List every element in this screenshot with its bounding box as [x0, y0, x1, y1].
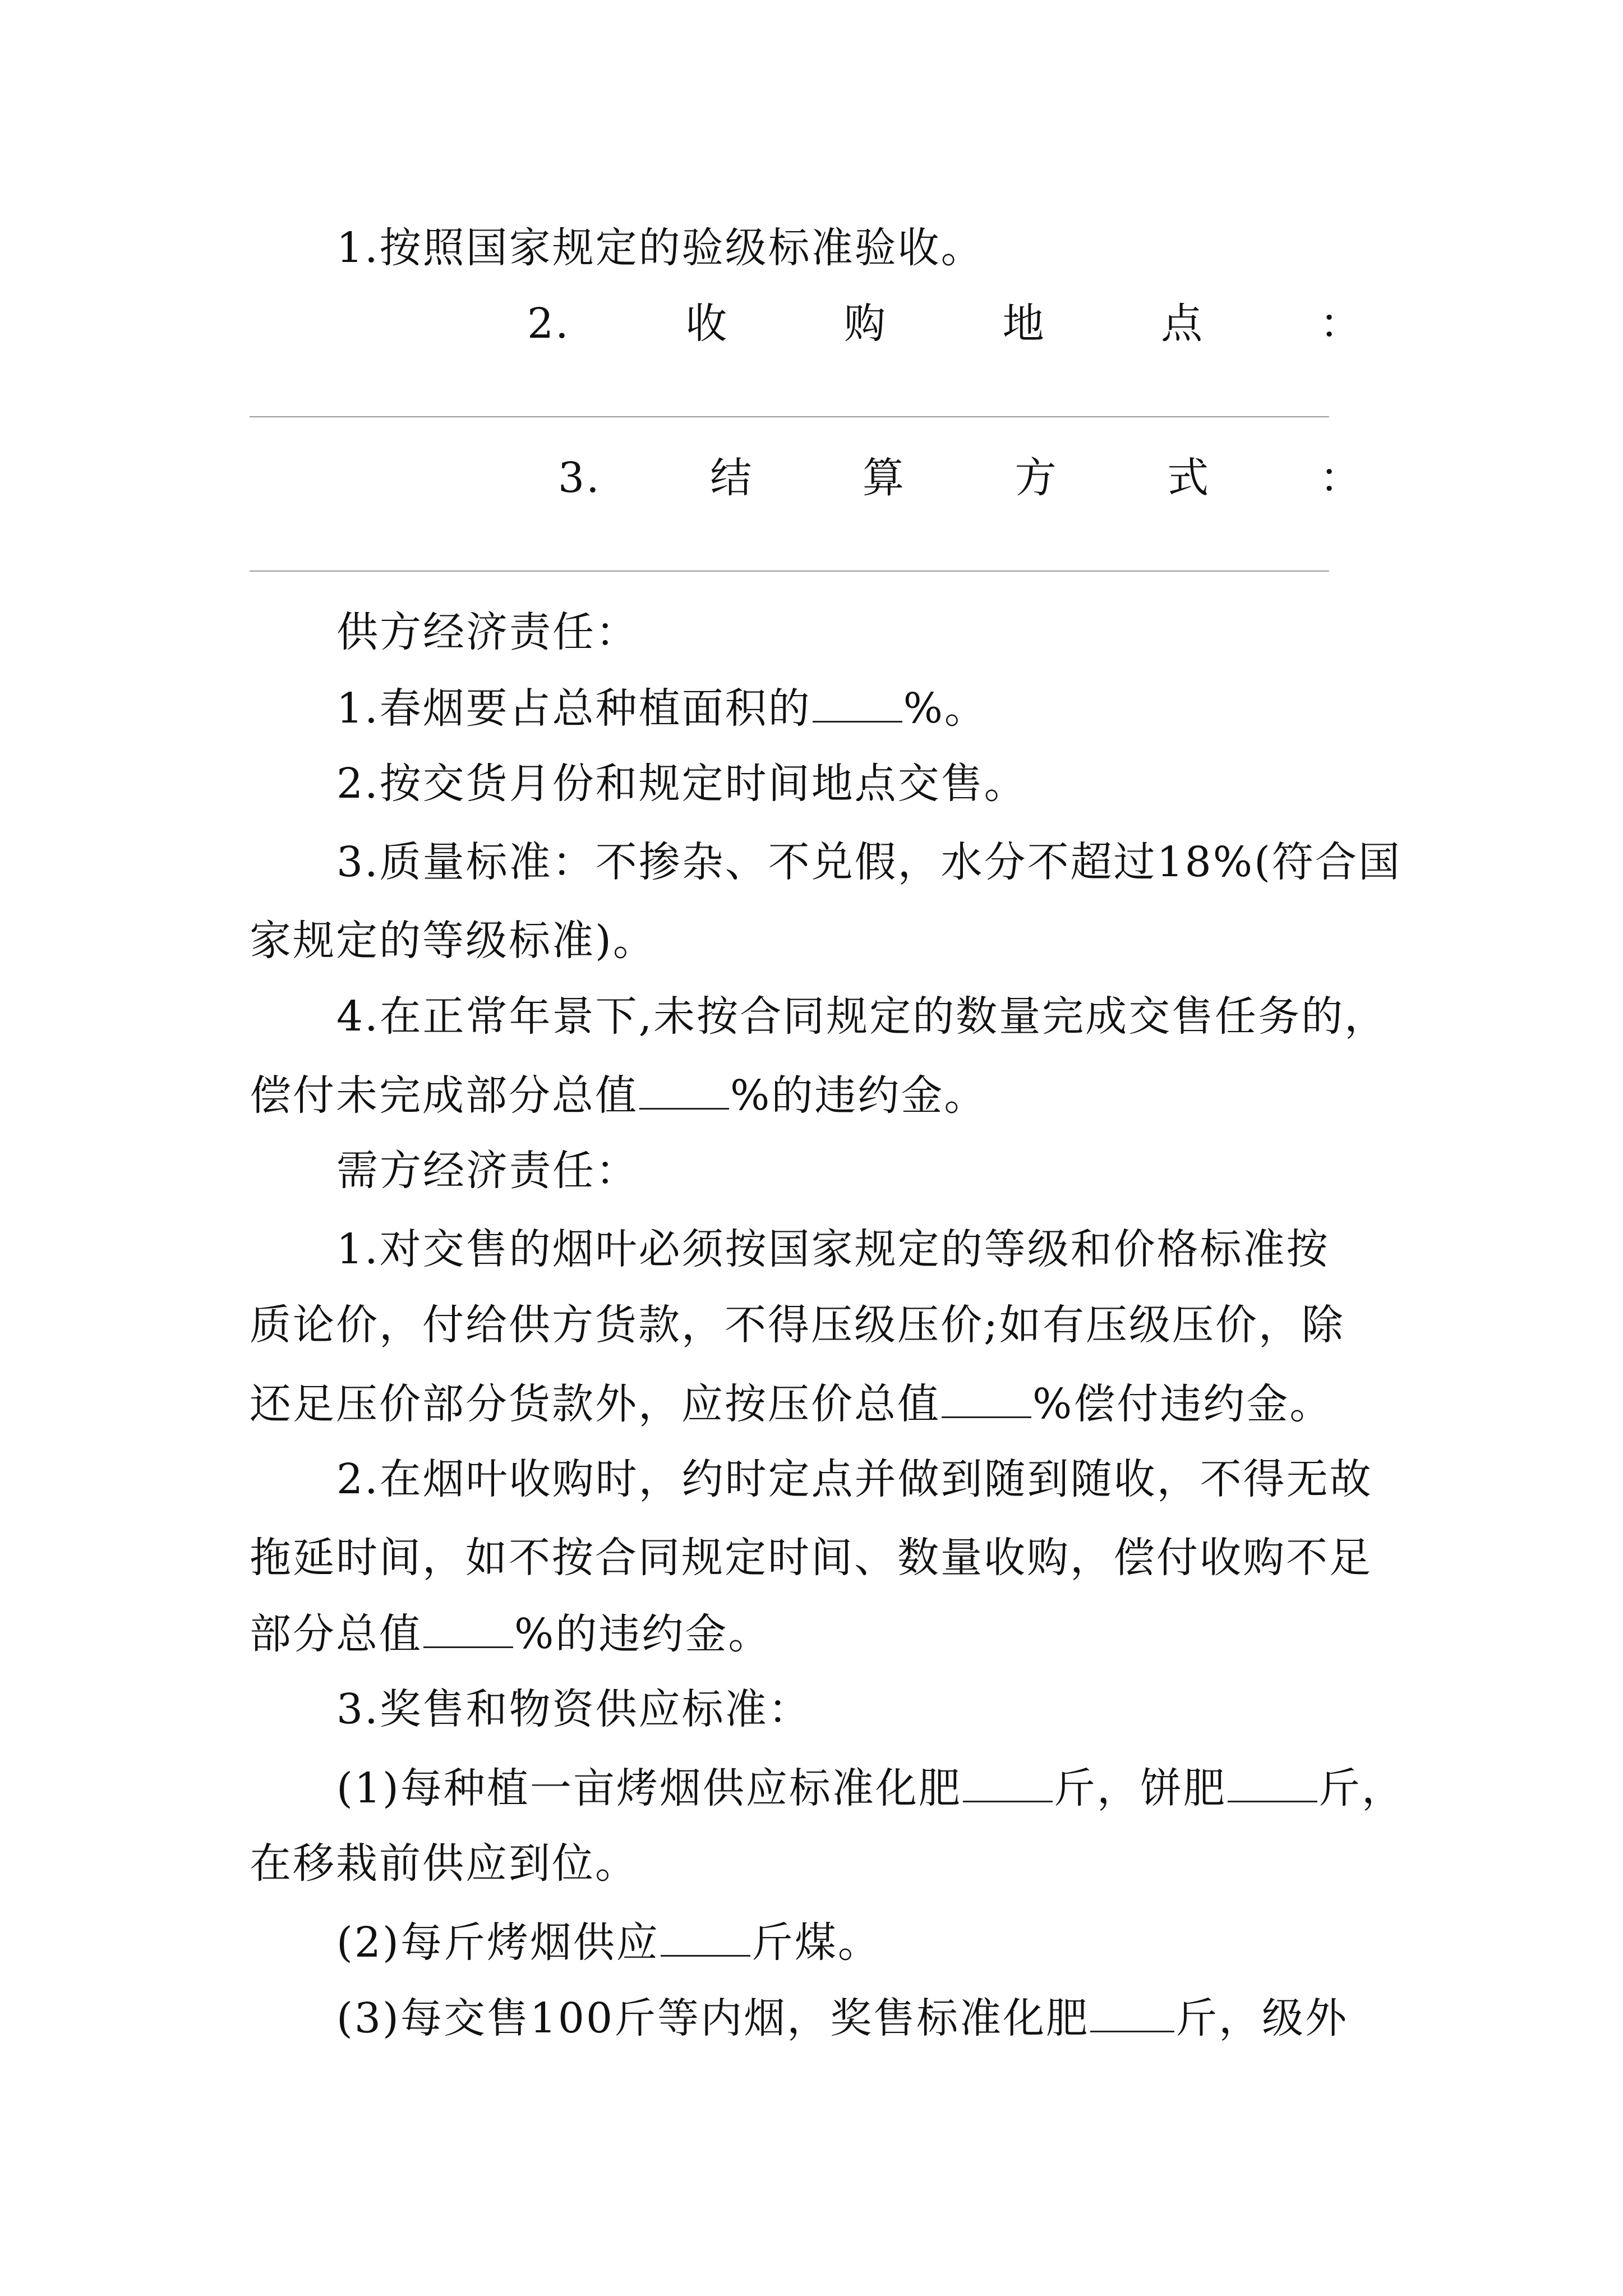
blank-field [1090, 1997, 1174, 2032]
text-segment: 1.春烟要占总种植面积的 [336, 684, 811, 733]
text-segment: 地 [1002, 300, 1046, 348]
text-segment: %偿付违约金。 [1032, 1380, 1333, 1428]
buyer-clause-3-item-3 [336, 1994, 1394, 2042]
buyer-clause-2-line-3 [250, 1610, 1394, 1658]
text-segment: 收 [685, 300, 729, 348]
text-segment: 斤煤。 [751, 1918, 881, 1967]
text-segment: 点 [1161, 300, 1205, 348]
text-segment: 2. [527, 300, 570, 348]
text-segment: ： [1319, 454, 1363, 502]
buyer-clause-2-line-1: 2.在烟叶收购时，约时定点并做到随到随收，不得无故 [336, 1455, 1373, 1503]
fill-in-line [250, 570, 1329, 572]
text-segment: 斤，饼肥 [1053, 1764, 1227, 1812]
text-segment: 3. [558, 454, 601, 502]
text-segment: 算 [862, 454, 906, 502]
blank-field [1228, 1767, 1317, 1802]
text-segment: %。 [903, 684, 988, 733]
paragraph-purchase-location [527, 300, 1363, 348]
blank-field [942, 1383, 1031, 1418]
fill-in-line [250, 416, 1329, 417]
text-segment: 斤， [1318, 1764, 1405, 1812]
supplier-clause-4-line-1: 4.在正常年景下,未按合同规定的数量完成交售任务的， [336, 992, 1388, 1041]
text-segment: 偿付未完成部分总值 [250, 1071, 638, 1120]
paragraph-settlement-method [558, 454, 1363, 502]
text-segment: %的违约金。 [730, 1071, 988, 1120]
text-segment: 结 [710, 454, 754, 502]
text-segment: (3)每交售100斤等内烟，奖售标准化肥 [336, 1994, 1090, 2042]
blank-field [639, 1074, 729, 1110]
supplier-clause-3-line-2: 家规定的等级标准)。 [250, 917, 656, 965]
text-segment: 式 [1167, 454, 1211, 502]
blank-field [963, 1767, 1053, 1802]
buyer-clause-3-item-2 [336, 1918, 1394, 1967]
text-segment: 方 [1015, 454, 1058, 502]
text-segment: 斤，级外 [1175, 1994, 1349, 2042]
buyer-clause-1-line-2: 质论价，付给供方货款，不得压级压价;如有压级压价，除 [250, 1301, 1345, 1349]
supplier-clause-3-line-1: 3.质量标准：不掺杂、不兑假，水分不超过18%(符合国 [336, 838, 1401, 886]
buyer-clause-3: 3.奖售和物资供应标准： [336, 1685, 811, 1733]
supplier-clause-2: 2.按交货月份和规定时间地点交售。 [336, 760, 1027, 808]
supplier-clause-1 [336, 684, 1394, 733]
supplier-clause-4-line-2 [250, 1071, 1394, 1120]
blank-field [423, 1613, 513, 1648]
buyer-clause-2-line-2: 拖延时间，如不按合同规定时间、数量收购，偿付收购不足 [250, 1534, 1372, 1582]
buyer-clause-1-line-3 [250, 1380, 1394, 1428]
buyer-clause-1-line-1: 1.对交售的烟叶必须按国家规定的等级和价格标准按 [336, 1225, 1330, 1273]
supplier-heading: 供方经济责任： [336, 608, 639, 656]
text-segment: ： [1319, 300, 1363, 348]
blank-field [661, 1921, 750, 1957]
buyer-heading: 需方经济责任： [336, 1147, 639, 1195]
text-segment: 部分总值 [250, 1610, 422, 1658]
text-segment: (1)每种植一亩烤烟供应标准化肥 [336, 1764, 962, 1812]
text-segment: %的违约金。 [514, 1610, 772, 1658]
buyer-clause-3-item-1-line-1 [336, 1764, 1405, 1812]
paragraph-acceptance-standard: 1.按照国家规定的验级标准验收。 [336, 224, 984, 272]
blank-field [813, 687, 902, 723]
buyer-clause-3-item-1-line-2: 在移栽前供应到位。 [250, 1839, 638, 1888]
text-segment: 还足压价部分货款外，应按压价总值 [250, 1380, 940, 1428]
text-segment: (2)每斤烤烟供应 [336, 1918, 660, 1967]
text-segment: 购 [843, 300, 887, 348]
